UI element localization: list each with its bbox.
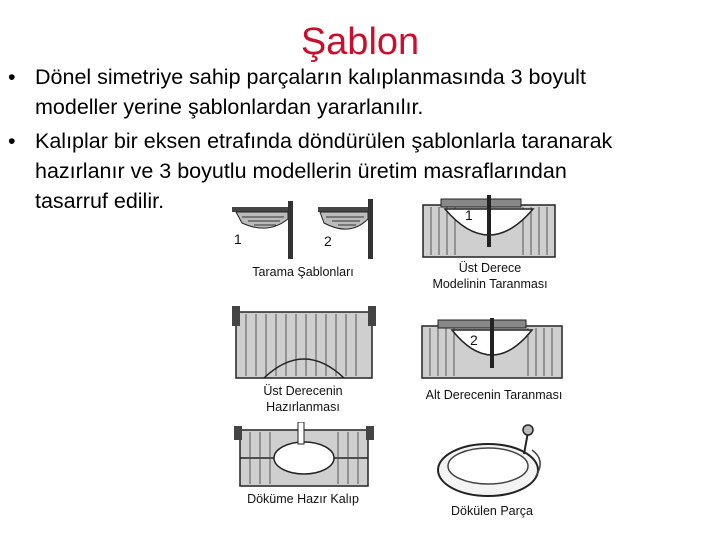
template-number: 2 <box>324 233 332 249</box>
figure-alt-derecenin-taranmasi <box>408 318 580 408</box>
sweep-templates-illustration <box>228 193 378 263</box>
figure-dokume-hazir-kalip <box>228 422 378 512</box>
figure-dokulen-parca <box>428 420 556 522</box>
template-number: 2 <box>470 332 478 348</box>
figure-ust-derecenin-hazirlanmasi <box>228 300 378 418</box>
drag-sweeping-illustration <box>408 318 580 380</box>
bullet-line: modeller yerine şablonlardan yararlanılır. <box>35 95 424 119</box>
figure-caption: Tarama Şablonları <box>252 265 354 279</box>
figure-caption: Üst Derece <box>458 261 522 275</box>
figure-caption: Döküme Hazır Kalıp <box>247 492 359 506</box>
figure-caption: Alt Derecenin Taranması <box>425 388 563 402</box>
bullet-line: Kalıplar bir eksen etrafında döndürülen şablonlarla taranarak <box>35 129 613 153</box>
bullet-line: Dönel simetriye sahip parçaların kalıplanmasında 3 boyult <box>35 65 586 89</box>
slide-title: Şablon <box>300 21 420 63</box>
bullet-line: hazırlanır ve 3 boyutlu modellerin üretim masraflarından <box>35 159 567 183</box>
figure-ust-derece-taranmasi <box>415 195 565 297</box>
cope-preparation-illustration <box>228 300 378 382</box>
figure-caption: Üst Derecenin <box>263 384 343 398</box>
cast-part-illustration <box>428 420 556 500</box>
figure-caption: Modelinin Taranması <box>432 277 548 291</box>
template-number: 1 <box>234 231 242 247</box>
figure-tarama-sablonlari <box>228 193 378 285</box>
template-number: 1 <box>465 207 473 223</box>
cope-sweeping-illustration <box>415 195 565 259</box>
bullet-dot: • <box>8 129 16 153</box>
bullet-dot: • <box>8 65 16 89</box>
ready-mold-illustration <box>228 422 378 488</box>
figure-caption: Dökülen Parça <box>451 504 533 518</box>
bullet-line: tasarruf edilir. <box>35 189 165 213</box>
figure-caption: Hazırlanması <box>266 400 340 414</box>
